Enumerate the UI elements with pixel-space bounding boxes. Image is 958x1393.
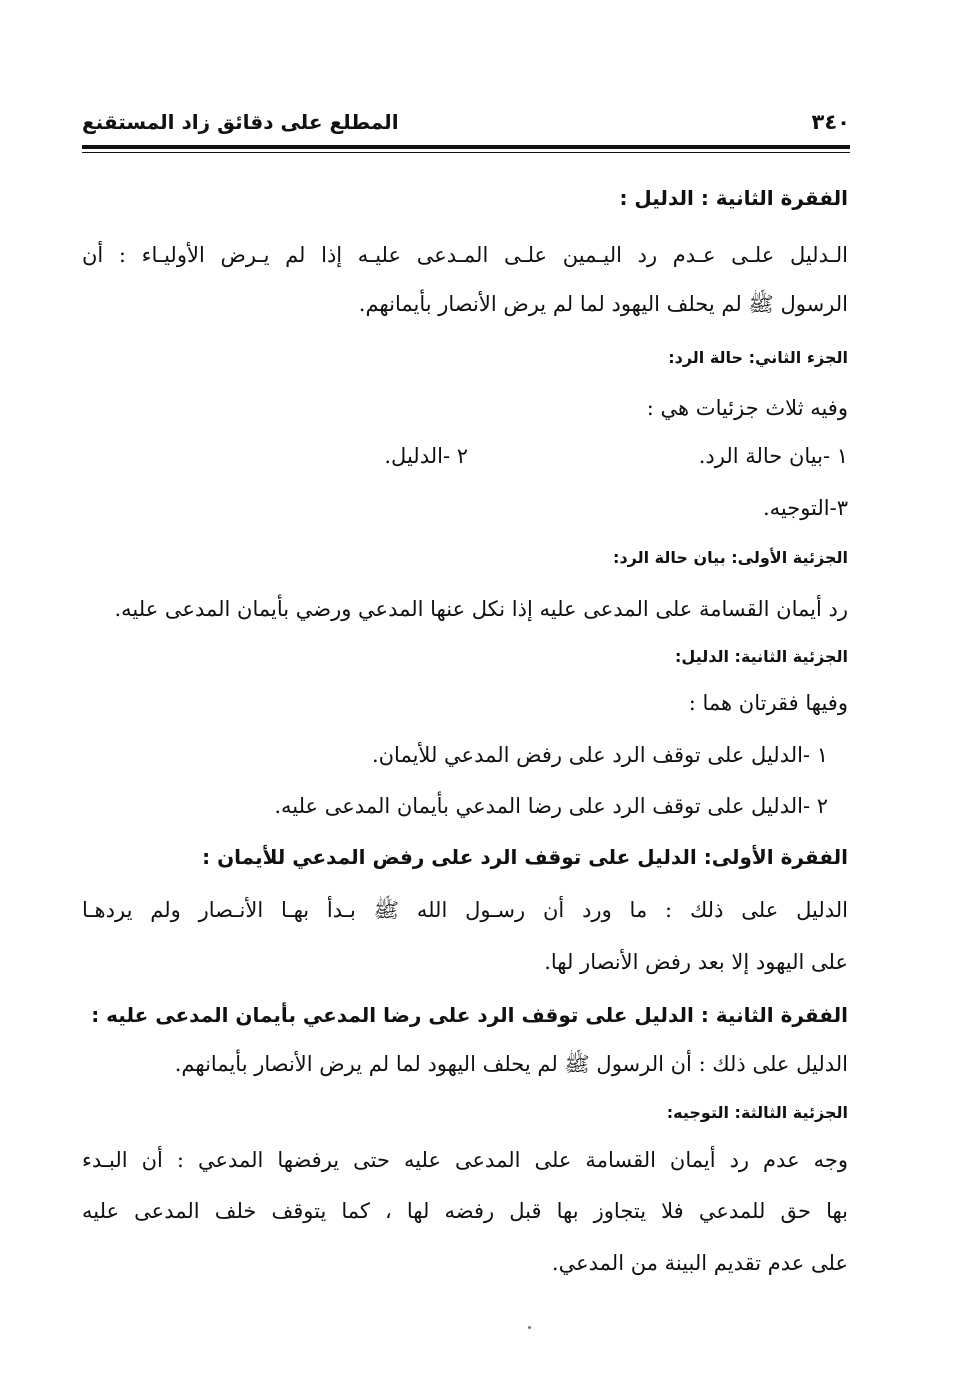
body-line: رد أيمان القسامة على المدعى عليه إذا نكل عنها المدعي ورضي بأيمان المدعى عليه. xyxy=(114,597,848,621)
part-heading-return-case: الجزء الثاني: حالة الرد: xyxy=(668,348,848,367)
page-speck xyxy=(528,1326,531,1329)
body-line: بها حق للمدعي فلا يتجاوز بها قبل رفضه لها ، كما يتوقف خلف المدعى عليه xyxy=(82,1199,848,1223)
body-line: وفيه ثلاث جزئيات هي : xyxy=(646,396,848,420)
body-line: الدليل على ذلك : ما ورد أن رسـول الله ﷺ بـدأ بهـا الأنـصار ولم يردهـا xyxy=(82,898,848,922)
book-title: المطلع على دقائق زاد المستقنع xyxy=(82,110,399,134)
subpart-heading-2: الجزئية الثانية: الدليل: xyxy=(675,647,848,666)
header-rule-thin xyxy=(82,152,850,153)
section-heading-evidence: الفقرة الثانية : الدليل : xyxy=(619,186,848,210)
list-item-1: ١ -بيان حالة الرد. xyxy=(698,444,848,468)
body-line: الرسول ﷺ لم يحلف اليهود لما لم يرض الأنصار بأيمانهم. xyxy=(358,292,848,316)
body-line: الـدليل علـى عـدم رد اليـمين علـى المـدعى عليـه إذا لم يـرض الأوليـاء : أن xyxy=(82,243,848,267)
list-item: ٢ -الدليل على توقف الرد على رضا المدعي بأيمان المدعى عليه. xyxy=(274,794,828,818)
page-number: ٣٤٠ xyxy=(811,110,850,134)
body-line: وجه عدم رد أيمان القسامة على المدعى عليه حتى يرفضها المدعي : أن البـدء xyxy=(82,1148,848,1172)
body-line: على اليهود إلا بعد رفض الأنصار لها. xyxy=(544,950,848,974)
body-line: وفيها فقرتان هما : xyxy=(688,691,848,715)
paragraph-heading-2: الفقرة الثانية : الدليل على توقف الرد على رضا المدعي بأيمان المدعى عليه : xyxy=(91,1003,848,1027)
list-item-3: ٣-التوجيه. xyxy=(762,496,848,520)
paragraph-heading-1: الفقرة الأولى: الدليل على توقف الرد على رفض المدعي للأيمان : xyxy=(202,845,848,869)
subpart-heading-1: الجزئية الأولى: بيان حالة الرد: xyxy=(613,548,848,567)
subpart-heading-3: الجزئية الثالثة: التوجيه: xyxy=(666,1103,848,1122)
header-rule-thick xyxy=(82,145,850,149)
list-item: ١ -الدليل على توقف الرد على رفض المدعي للأيمان. xyxy=(371,743,828,767)
list-item-2: ٢ -الدليل. xyxy=(384,444,468,468)
running-header xyxy=(82,108,850,142)
body-line: على عدم تقديم البينة من المدعي. xyxy=(551,1251,848,1275)
body-line: الدليل على ذلك : أن الرسول ﷺ لم يحلف اليهود لما لم يرض الأنصار بأيمانهم. xyxy=(174,1052,848,1076)
